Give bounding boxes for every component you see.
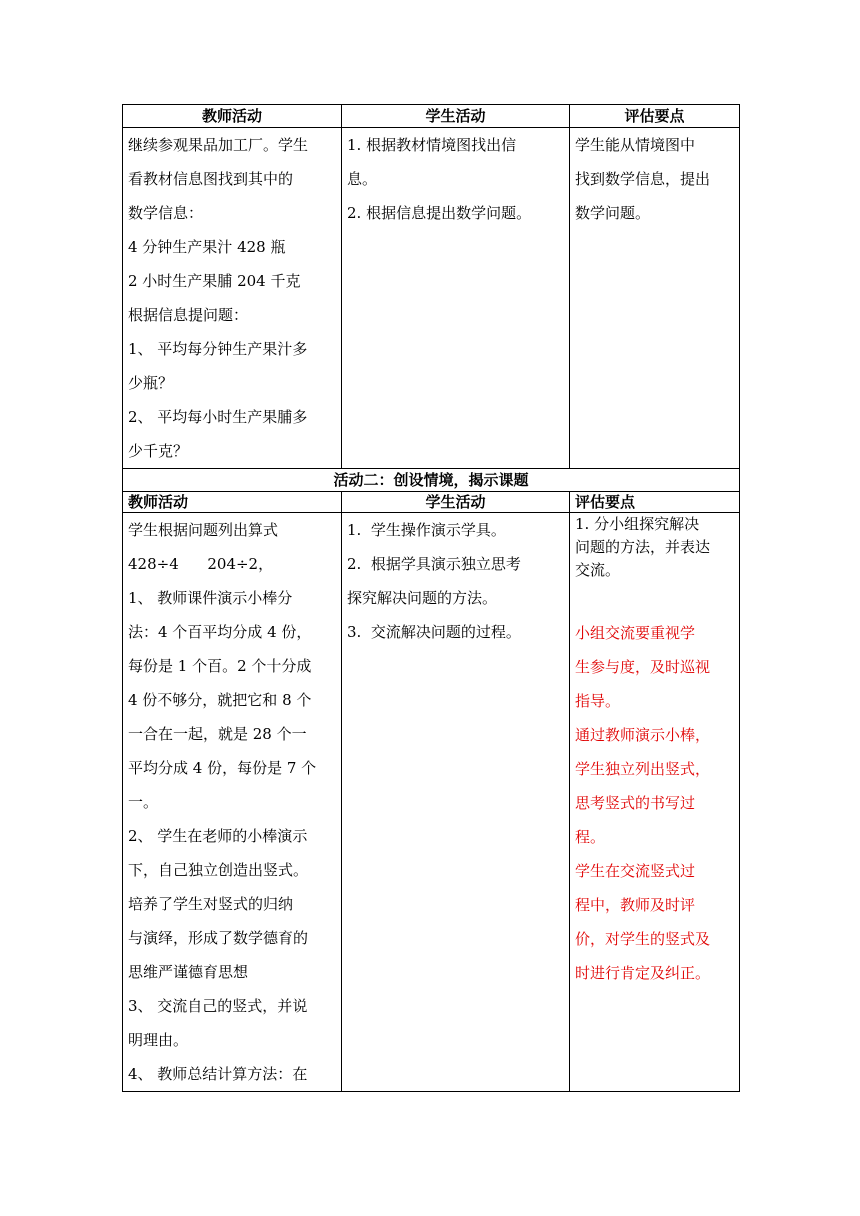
text-line: 1. 根据教材情境图找出信 xyxy=(347,136,517,154)
text-line: 2 小时生产果脯 204 千克 xyxy=(128,272,301,290)
text-line: 思维严谨德育思想 xyxy=(128,963,249,981)
text-line: 4 分钟生产果汁 428 瓶 xyxy=(128,238,286,256)
header-teacher-activity: 教师活动 xyxy=(123,105,342,128)
text-line: 1. 分小组探究解决 xyxy=(575,515,700,533)
red-note-line: 程。 xyxy=(575,828,606,846)
text-line: 3. 交流解决问题的过程。 xyxy=(347,623,521,641)
text-line: 找到数学信息，提出 xyxy=(575,170,711,188)
header-row-2 xyxy=(123,492,740,513)
text-line: 根据信息提问题： xyxy=(128,306,249,324)
text-line: 交流。 xyxy=(575,561,621,579)
red-note-line: 价，对学生的竖式及 xyxy=(575,930,711,948)
header-student-activity: 学生活动 xyxy=(342,105,570,128)
text-line: 数学信息： xyxy=(128,204,204,222)
text-line: 一合在一起，就是 28 个一 xyxy=(128,725,307,743)
text-line: 每份是 1 个百。2 个十分成 xyxy=(128,657,312,675)
section-title: 活动二：创设情境，揭示课题 xyxy=(123,469,740,492)
spacer xyxy=(575,582,734,616)
text-line: 少千克？ xyxy=(128,442,189,460)
red-note-line: 程中，教师及时评 xyxy=(575,896,696,914)
section-row xyxy=(123,469,740,492)
red-note-line: 生参与度，及时巡视 xyxy=(575,658,711,676)
header-teacher-activity-2: 教师活动 xyxy=(123,492,342,513)
table-row xyxy=(123,128,740,469)
text-line: 数学问题。 xyxy=(575,204,651,222)
text-line: 1、 教师课件演示小棒分 xyxy=(128,589,293,607)
cell-assessment xyxy=(570,128,740,469)
lesson-plan-table xyxy=(122,104,740,1092)
red-note-line: 思考竖式的书写过 xyxy=(575,794,696,812)
text-line: 1、 平均每分钟生产果汁多 xyxy=(128,340,308,358)
cell-teacher-activity xyxy=(123,128,342,469)
text-line: 息。 xyxy=(347,170,378,188)
text-line: 问题的方法，并表达 xyxy=(575,538,711,556)
text-line: 平均分成 4 份，每份是 7 个 xyxy=(128,759,317,777)
text-line: 下，自己独立创造出竖式。 xyxy=(128,861,309,879)
cell-assessment-2 xyxy=(570,513,740,1092)
text-line: 少瓶？ xyxy=(128,374,174,392)
red-note-line: 学生独立列出竖式， xyxy=(575,760,711,778)
header-row xyxy=(123,105,740,128)
header-assessment-points-2: 评估要点 xyxy=(570,492,740,513)
text-line: 继续参观果品加工厂。学生 xyxy=(128,136,309,154)
cell-teacher-activity-2 xyxy=(123,513,342,1092)
header-student-activity-2: 学生活动 xyxy=(342,492,570,513)
red-note-line: 学生在交流竖式过 xyxy=(575,862,696,880)
text-line: 2. 根据信息提出数学问题。 xyxy=(347,204,532,222)
table-row xyxy=(123,513,740,1092)
text-line: 4、 教师总结计算方法：在 xyxy=(128,1065,308,1083)
red-note-line: 小组交流要重视学 xyxy=(575,624,696,642)
text-line: 看教材信息图找到其中的 xyxy=(128,170,294,188)
cell-student-activity xyxy=(342,128,570,469)
text-line: 3、 交流自己的竖式，并说 xyxy=(128,997,308,1015)
text-line: 探究解决问题的方法。 xyxy=(347,589,498,607)
text-line: 2. 根据学具演示独立思考 xyxy=(347,555,521,573)
red-note-line: 指导。 xyxy=(575,692,621,710)
text-line: 学生根据问题列出算式 xyxy=(128,521,279,539)
header-assessment-points: 评估要点 xyxy=(570,105,740,128)
text-line: 4 份不够分，就把它和 8 个 xyxy=(128,691,312,709)
red-note-line: 时进行肯定及纠正。 xyxy=(575,964,711,982)
text-line: 一。 xyxy=(128,793,159,811)
text-line: 1. 学生操作演示学具。 xyxy=(347,521,506,539)
text-line: 法：4 个百平均分成 4 份， xyxy=(128,623,312,641)
text-line: 学生能从情境图中 xyxy=(575,136,696,154)
text-line: 2、 平均每小时生产果脯多 xyxy=(128,408,308,426)
text-line: 428÷4 204÷2， xyxy=(128,555,274,573)
text-line: 与演绎，形成了数学德育的 xyxy=(128,929,309,947)
cell-student-activity-2 xyxy=(342,513,570,1092)
text-line: 明理由。 xyxy=(128,1031,189,1049)
text-line: 2、 学生在老师的小棒演示 xyxy=(128,827,308,845)
red-note-line: 通过教师演示小棒， xyxy=(575,726,711,744)
text-line: 培养了学生对竖式的归纳 xyxy=(128,895,294,913)
